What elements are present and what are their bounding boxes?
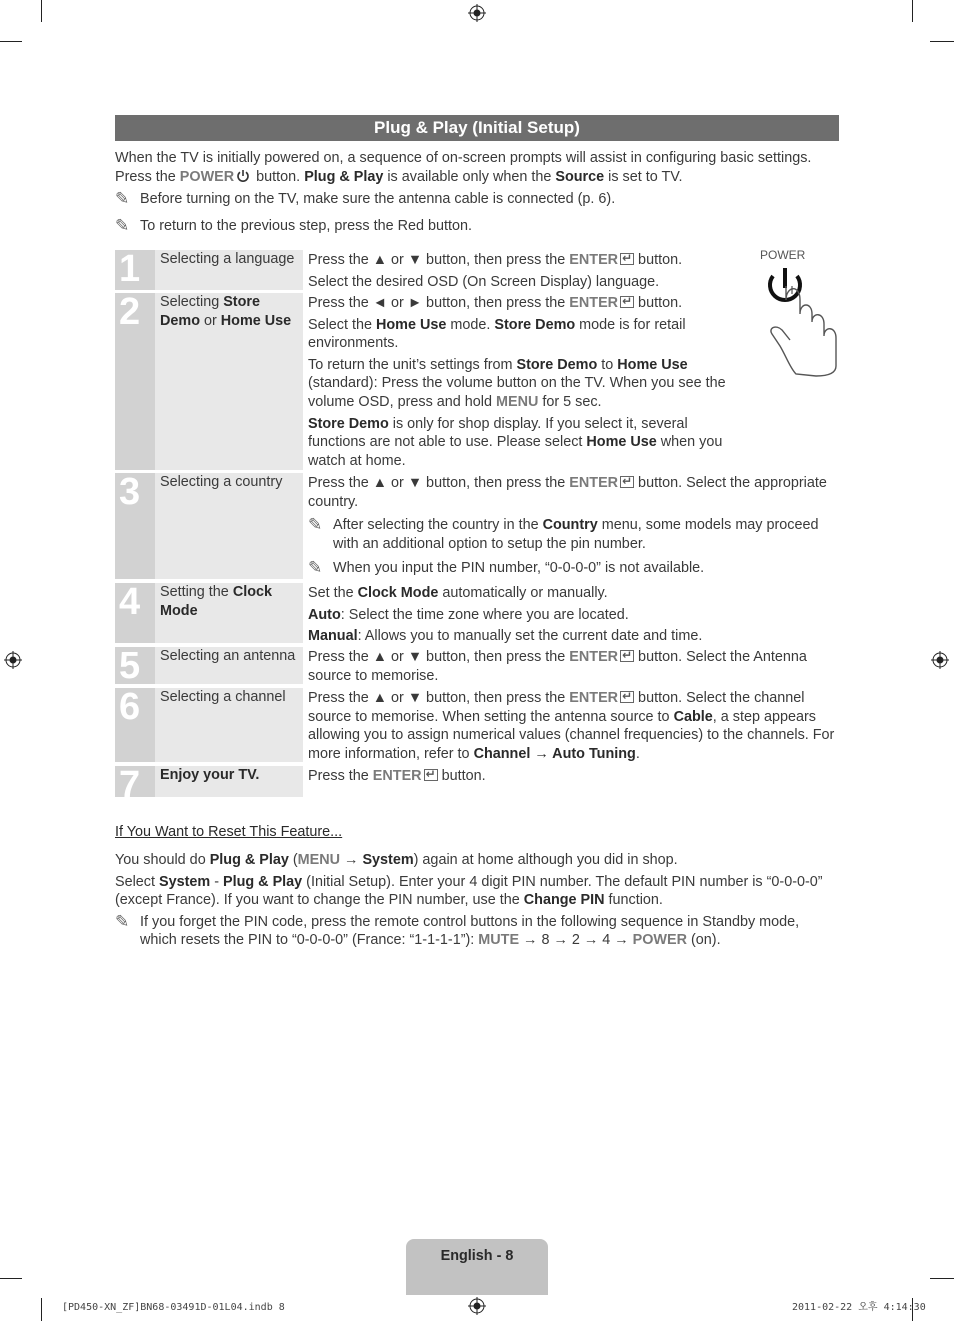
- table-row: [115, 764, 839, 806]
- paragraph: You should do Plug & Play (MENU → System) again at home although you did in shop.: [115, 852, 678, 868]
- step-description: Press the ◄ or ► button, then press the ENTER↵ button. Select the Home Use mode. Store Demo mode is for retail environments. To return the unit’s settings from Store Demo to Home Use (standard): Press the volume button on the TV. When you see the volume OSD, press and hold MENU for 5 sec. Store Demo is only for shop display. If you select it, several functions are not able to use. Please select Home Use when you watch at home.: [308, 293, 738, 470]
- crop-mark: [41, 0, 42, 22]
- table-row: [115, 293, 839, 470]
- step-description: Press the ▲ or ▼ button, then press the ENTER↵ button. Select the Antenna source to memorise.: [308, 647, 839, 685]
- step-number-cell: [115, 293, 155, 470]
- step-description: Press the ▲ or ▼ button, then press the ENTER↵ button. Select the appropriate country. ✎ After selecting the country in the Country menu, some models may proceed with an additional option to setup the pin number. ✎ When you input the PIN number, “0-0-0-0” is not available.: [308, 473, 839, 578]
- power-label: POWER: [760, 248, 806, 262]
- page-number-tab: English - 8: [406, 1239, 548, 1295]
- table-row: [115, 473, 839, 579]
- enter-icon: [424, 769, 438, 781]
- step-label-cell: [155, 766, 303, 797]
- registration-target-icon: [468, 1297, 486, 1315]
- step-label-cell: [155, 250, 303, 290]
- step-label-cell: [155, 473, 303, 579]
- registration-target-icon: [468, 4, 486, 22]
- step-number: 4: [119, 581, 140, 623]
- step-label: Selecting an antenna: [160, 648, 296, 664]
- step-number-cell: [115, 688, 155, 762]
- enter-icon: [620, 650, 634, 662]
- crop-mark: [41, 1298, 42, 1321]
- pencil-icon: ✎: [115, 911, 130, 931]
- print-timestamp: 2011-02-22 오후 4:14:30: [792, 1302, 926, 1313]
- page-title: Plug & Play (Initial Setup): [115, 115, 839, 141]
- crop-mark: [930, 1278, 954, 1279]
- enter-icon: [620, 691, 634, 703]
- step-number: 5: [119, 645, 140, 687]
- table-row: [115, 645, 839, 687]
- table-row: [115, 250, 839, 290]
- step-label-cell: [155, 293, 303, 470]
- section-heading: If You Want to Reset This Feature...: [115, 824, 343, 840]
- step-number-cell: [115, 764, 155, 806]
- step-number-cell: [115, 645, 155, 687]
- crop-mark: [0, 1278, 22, 1279]
- step-number: 3: [119, 471, 140, 513]
- registration-target-icon: [4, 651, 22, 669]
- step-number-cell: [115, 473, 155, 579]
- step-number: 7: [119, 764, 140, 806]
- enter-icon: [620, 296, 634, 308]
- table-row: [115, 688, 839, 762]
- step-label: Enjoy your TV.: [160, 767, 260, 783]
- step-label: Setting the Clock Mode: [160, 584, 273, 619]
- step-description: Press the ▲ or ▼ button, then press the ENTER↵ button. Select the channel source to memorise. When setting the antenna source to Cable, a step appears allowing you to assign numerical values (channel frequencies) to the channels. For more information, refer to Channel → Auto Tuning.: [308, 688, 839, 763]
- note: ✎ After selecting the country in the Country menu, some models may proceed with an additional option to setup the pin number.: [308, 515, 819, 552]
- intro-line: When the TV is initially powered on, a sequence of on-screen prompts will assist in configuring basic settings.: [115, 150, 812, 166]
- reset-section: [115, 851, 839, 950]
- step-number-cell: [115, 250, 155, 290]
- crop-mark: [930, 41, 954, 42]
- pencil-icon: ✎: [115, 189, 130, 208]
- step-number: 2: [119, 291, 140, 333]
- step-number-cell: [115, 583, 155, 643]
- step-number: 1: [119, 248, 140, 290]
- intro-text: [115, 149, 839, 186]
- step-description: Press the ENTER↵ button.: [308, 766, 839, 786]
- print-slug: [PD450-XN_ZF]BN68-03491D-01L04.indb 8: [62, 1302, 285, 1313]
- note: ✎ When you input the PIN number, “0-0-0-0” is not available.: [308, 558, 705, 578]
- step-label: Selecting a channel: [160, 689, 286, 705]
- enter-icon: [620, 476, 634, 488]
- pencil-icon: ✎: [308, 558, 323, 578]
- step-description: Set the Clock Mode automatically or manually. Auto: Select the time zone where you are located. Manual: Allows you to manually set the current date and time.: [308, 585, 703, 645]
- enter-icon: [620, 253, 634, 265]
- table-row: [115, 583, 839, 643]
- step-label-cell: [155, 583, 303, 643]
- step-label-cell: [155, 688, 303, 762]
- registration-target-icon: [931, 651, 949, 669]
- note: ✎ To return to the previous step, press the Red button.: [115, 216, 472, 235]
- note: ✎ Before turning on the TV, make sure the antenna cable is connected (p. 6).: [115, 189, 616, 208]
- pencil-icon: ✎: [308, 515, 323, 535]
- step-label: Selecting a language: [160, 251, 295, 267]
- intro-line: Press the POWER button. Plug & Play is available only when the Source is set to TV.: [115, 168, 683, 185]
- step-description: Press the ▲ or ▼ button, then press the ENTER↵ button. Select the desired OSD (On Screen Display) language.: [308, 250, 839, 291]
- crop-mark: [0, 41, 22, 42]
- step-label: Selecting Store Demo or Home Use: [160, 294, 292, 329]
- paragraph: Select System - Plug & Play (Initial Setup). Enter your 4 digit PIN number. The default PIN number is “0-0-0-0” (except France). If you want to change the PIN number, use the Change PIN function.: [115, 873, 823, 909]
- crop-mark: [912, 0, 913, 22]
- note: ✎ If you forget the PIN code, press the remote control buttons in the following sequence in Standby mode, which resets the PIN to “0-0-0-0” (France: “1-1-1-1”): MUTE → 8 → 2 → 4 → POWER (on).: [115, 911, 800, 949]
- step-label: Selecting a country: [160, 474, 283, 490]
- power-icon: [236, 169, 250, 183]
- step-label-cell: [155, 647, 303, 684]
- pencil-icon: ✎: [115, 216, 130, 235]
- step-number: 6: [119, 686, 140, 728]
